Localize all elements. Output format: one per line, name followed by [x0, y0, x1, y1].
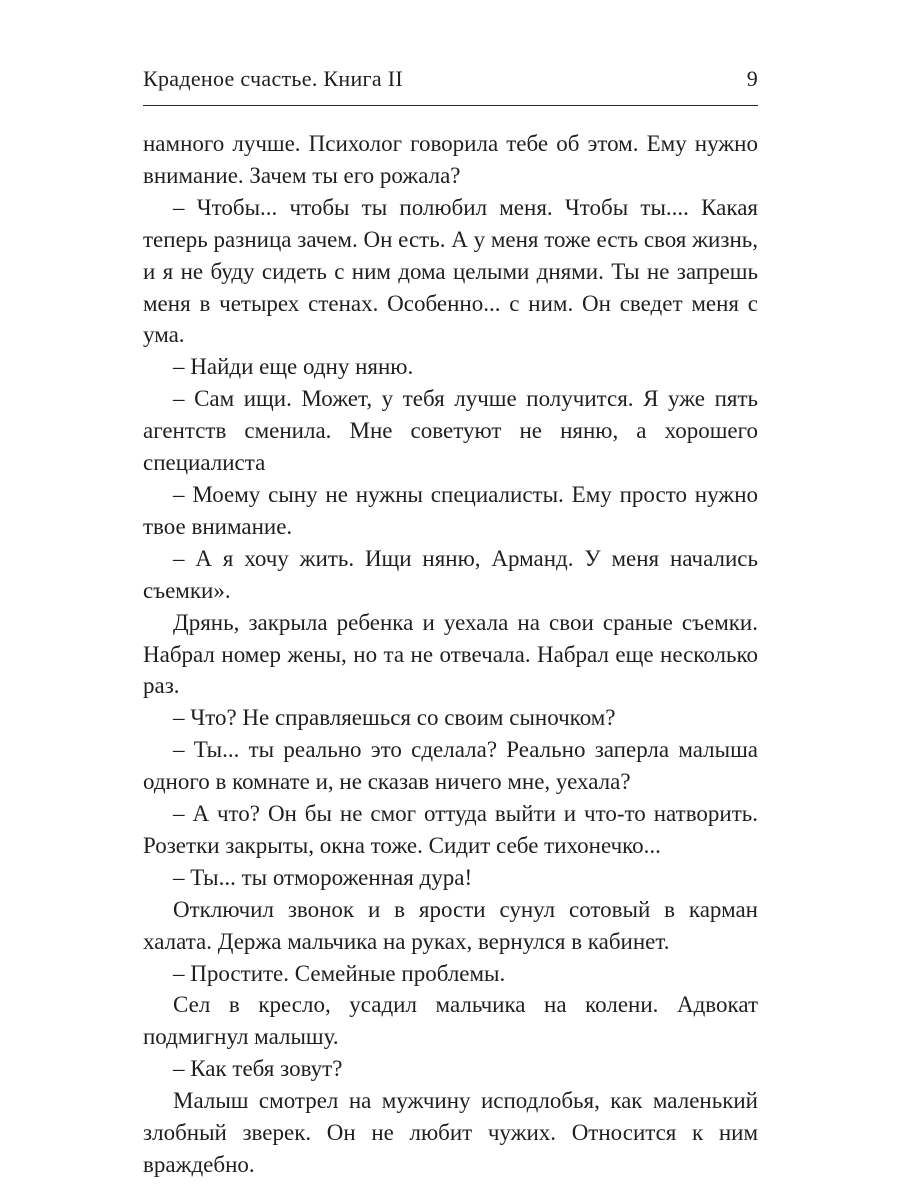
paragraph: – Что? Не справляешься со своим сыночком?: [173, 705, 616, 731]
page-number: 9: [746, 66, 758, 91]
running-header: [143, 66, 758, 100]
paragraph: намного лучше. Психолог говорила тебе об этом. Ему нужно внимание. Зачем ты его рожала?: [143, 131, 758, 188]
paragraph: – Ты... ты реально это сделала? Реально заперла малыша одного в комнате и, не сказав ничего мне, уехала?: [143, 737, 758, 795]
running-title: Краденое счастье. Книга II: [143, 66, 403, 91]
paragraph: Малыш смотрел на мужчину исподлобья, как маленький злобный зверек. Он не любит чужих. Относится к ним враждебно.: [143, 1088, 758, 1177]
paragraph: Отключил звонок и в ярости сунул сотовый в карман халата. Держа мальчика на руках, вернулся в кабинет.: [143, 896, 758, 954]
paragraph: – Простите. Семейные проблемы.: [173, 960, 506, 986]
paragraph: – Моему сыну не нужны специалисты. Ему просто нужно твое внимание.: [143, 481, 758, 539]
paragraph: – Чтобы... чтобы ты полюбил меня. Чтобы ты.... Какая теперь разница зачем. Он есть. А у меня тоже есть своя жизнь, и я не буду сидеть с ним дома целыми днями. Ты не запрешь меня в четырех стенах. Особенно... с ним. Он сведет меня с ума.: [143, 194, 758, 348]
body-text: [143, 128, 758, 1181]
paragraph: – А что? Он бы не смог оттуда выйти и что-то натворить. Розетки закрыты, окна тоже. Сидит себе тихонечко...: [143, 801, 758, 858]
paragraph: – А я хочу жить. Ищи няню, Арманд. У меня начались съемки».: [143, 545, 758, 603]
paragraph: – Ты... ты отмороженная дура!: [173, 864, 473, 890]
paragraph: – Как тебя зовут?: [173, 1056, 343, 1082]
paragraph: – Найди еще одну няню.: [173, 354, 414, 380]
header-rule: [143, 105, 758, 106]
paragraph: Дрянь, закрыла ребенка и уехала на свои сраные съемки. Набрал номер жены, но та не отвечала. Набрал еще несколько раз.: [143, 609, 758, 699]
book-page: [143, 0, 758, 1200]
paragraph: Сел в кресло, усадил мальчика на колени. Адвокат подмигнул малышу.: [143, 992, 758, 1050]
paragraph: – Сам ищи. Может, у тебя лучше получится. Я уже пять агентств сменила. Мне советуют не няню, а хорошего специалиста: [143, 386, 758, 476]
